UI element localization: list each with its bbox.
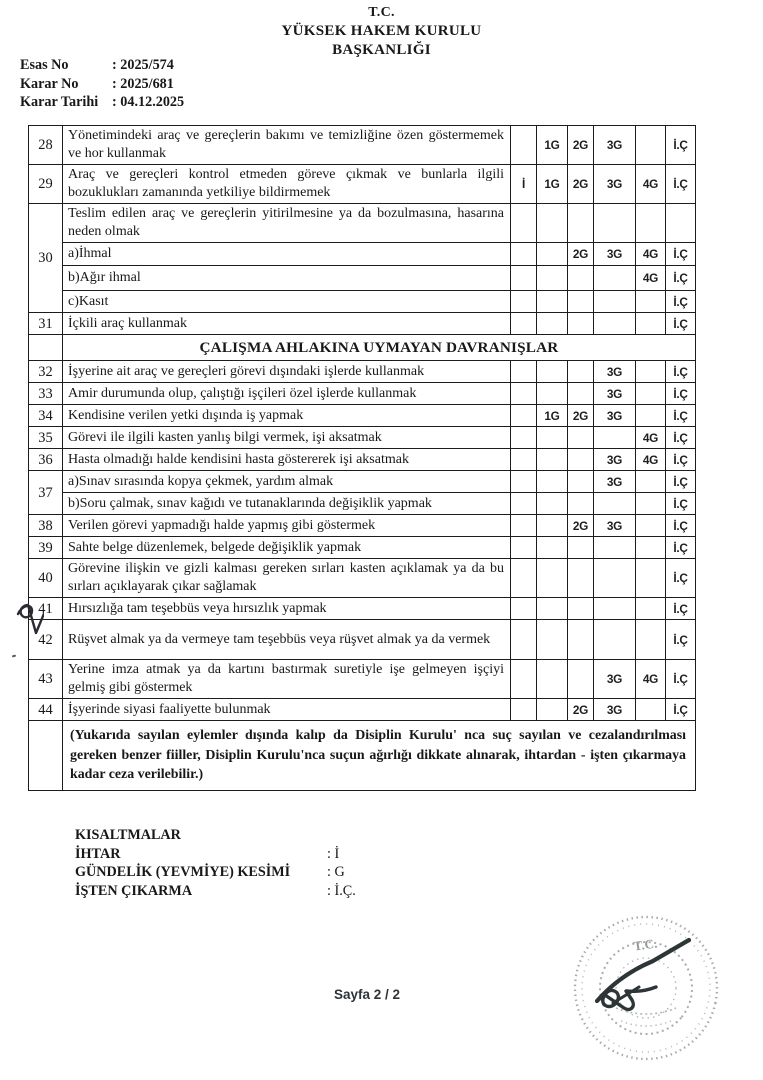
row-number-cell: 29 <box>29 165 63 204</box>
penalty-cell <box>511 291 537 313</box>
offense-text: İçkili araç kullanmak <box>63 313 511 335</box>
meta-label: Karar Tarihi <box>20 94 99 111</box>
offense-text: Kendisine verilen yetki dışında iş yapmak <box>63 405 511 427</box>
table-row <box>29 204 696 243</box>
penalty-cell <box>537 243 568 266</box>
penalty-cell: 3G <box>594 361 636 383</box>
penalty-cell <box>511 598 537 620</box>
penalty-cell <box>511 471 537 493</box>
penalty-cell <box>636 361 666 383</box>
penalty-cell <box>568 471 594 493</box>
penalty-cell <box>511 537 537 559</box>
row-number-cell <box>29 335 63 361</box>
penalty-cell <box>568 559 594 598</box>
abbreviations-title: KISALTMALAR <box>75 827 181 843</box>
table-row <box>29 493 696 515</box>
penalty-cell <box>537 620 568 660</box>
offense-text: Rüşvet almak ya da vermeye tam teşebbüs veya rüşvet almak ya da vermek <box>63 620 511 660</box>
penalty-cell: 3G <box>594 449 636 471</box>
penalty-cell: İ.Ç <box>666 620 696 660</box>
table-row <box>29 361 696 383</box>
penalty-cell <box>511 427 537 449</box>
penalty-cell <box>568 361 594 383</box>
abbreviation-value: : İ <box>327 845 340 862</box>
offense-text: b)Soru çalmak, sınav kağıdı ve tutanaklarında değişiklik yapmak <box>63 493 511 515</box>
penalty-cell: 3G <box>594 471 636 493</box>
penalty-cell <box>666 204 696 243</box>
penalty-cell: 4G <box>636 165 666 204</box>
penalty-cell: 1G <box>537 405 568 427</box>
penalty-cell: 3G <box>594 515 636 537</box>
offense-text: İşyerine ait araç ve gereçleri görevi dışındaki işlerde kullanmak <box>63 361 511 383</box>
penalty-cell <box>636 537 666 559</box>
row-number-cell: 32 <box>29 361 63 383</box>
abbreviations-block <box>75 826 356 900</box>
table-row <box>29 537 696 559</box>
offense-text: İşyerinde siyasi faaliyette bulunmak <box>63 699 511 721</box>
penalty-cell <box>568 493 594 515</box>
meta-row-karar <box>20 75 184 94</box>
offense-text: Teslim edilen araç ve gereçlerin yitirilmesine ya da bozulmasına, hasarına neden olmak <box>63 204 511 243</box>
penalty-cell <box>537 383 568 405</box>
penalty-cell: İ.Ç <box>666 243 696 266</box>
abbreviation-label: İŞTEN ÇIKARMA <box>75 882 193 899</box>
penalty-cell <box>594 313 636 335</box>
penalty-cell <box>636 699 666 721</box>
penalty-cell <box>636 620 666 660</box>
penalty-cell: 1G <box>537 126 568 165</box>
table-row <box>29 165 696 204</box>
meta-value: : 2025/681 <box>112 75 174 92</box>
row-number-cell: 41 <box>29 598 63 620</box>
penalty-cell: İ.Ç <box>666 165 696 204</box>
penalty-cell <box>636 598 666 620</box>
row-number-cell: 37 <box>29 471 63 515</box>
penalty-cell <box>511 493 537 515</box>
penalty-cell: İ.Ç <box>666 699 696 721</box>
penalty-cell: 3G <box>594 165 636 204</box>
penalty-cell <box>511 515 537 537</box>
abbreviation-value: : İ.Ç. <box>327 882 356 899</box>
penalty-cell <box>636 126 666 165</box>
meta-label: Esas No <box>20 57 69 73</box>
penalty-cell <box>537 515 568 537</box>
abbreviation-row <box>75 845 356 864</box>
table-row <box>29 427 696 449</box>
penalty-cell <box>568 620 594 660</box>
row-number-cell: 39 <box>29 537 63 559</box>
penalty-cell <box>537 266 568 291</box>
table-row <box>29 515 696 537</box>
abbreviation-label: İHTAR <box>75 845 121 862</box>
penalty-cell <box>511 660 537 699</box>
penalty-cell <box>636 313 666 335</box>
penalty-cell: 4G <box>636 266 666 291</box>
penalty-cell <box>537 660 568 699</box>
penalty-cell: İ.Ç <box>666 559 696 598</box>
row-number-cell: 33 <box>29 383 63 405</box>
offense-text: Hasta olmadığı halde kendisini hasta göstererek işi aksatmak <box>63 449 511 471</box>
table-row <box>29 313 696 335</box>
section-header: ÇALIŞMA AHLAKINA UYMAYAN DAVRANIŞLAR <box>63 335 696 361</box>
table-row <box>29 266 696 291</box>
penalty-cell <box>537 204 568 243</box>
penalty-cell <box>594 266 636 291</box>
meta-value: : 04.12.2025 <box>112 94 185 111</box>
row-number-cell: 40 <box>29 559 63 598</box>
row-number-cell: 30 <box>29 204 63 313</box>
penalty-cell <box>537 291 568 313</box>
row-number-cell <box>29 721 63 791</box>
penalty-cell: 4G <box>636 660 666 699</box>
abbreviation-label: GÜNDELİK (YEVMİYE) KESİMİ <box>75 864 291 881</box>
penalty-cell: 3G <box>594 405 636 427</box>
penalty-cell <box>594 598 636 620</box>
penalty-cell: 2G <box>568 699 594 721</box>
row-number-cell: 43 <box>29 660 63 699</box>
doc-header-unit: BAŞKANLIĞI <box>332 42 431 58</box>
offense-table-body <box>29 126 696 791</box>
meta-row-tarih <box>20 93 184 112</box>
penalty-cell: İ.Ç <box>666 405 696 427</box>
penalty-cell: İ.Ç <box>666 471 696 493</box>
meta-label: Karar No <box>20 75 79 92</box>
offense-table <box>28 125 696 791</box>
offense-text: Verilen görevi yapmadığı halde yapmış gibi göstermek <box>63 515 511 537</box>
penalty-cell: 2G <box>568 126 594 165</box>
doc-header-tc: T.C. <box>368 5 395 20</box>
offense-text: c)Kasıt <box>63 291 511 313</box>
penalty-cell <box>636 493 666 515</box>
penalty-cell <box>568 598 594 620</box>
penalty-cell <box>511 449 537 471</box>
offense-text: Araç ve gereçleri kontrol etmeden göreve çıkmak ve bunlarla ilgili bozuklukları zamanında yetkiliye bildirmemek <box>63 165 511 204</box>
row-number-cell: 35 <box>29 427 63 449</box>
table-footnote: (Yukarıda sayılan eylemler dışında kalıp da Disiplin Kurulu' nca suç sayılan ve cezalandırılması gereken benzer fiiller, Disiplin Kurulu'nca suçun ağırlığı dikkate alınarak, ihtardan - işten çıkarmaya kadar ceza verilebilir.) <box>63 721 696 791</box>
penalty-cell <box>511 559 537 598</box>
penalty-cell: İ.Ç <box>666 291 696 313</box>
penalty-cell <box>537 313 568 335</box>
penalty-cell: İ.Ç <box>666 515 696 537</box>
penalty-cell <box>636 291 666 313</box>
penalty-cell: İ.Ç <box>666 493 696 515</box>
row-number-cell: 38 <box>29 515 63 537</box>
penalty-cell: 4G <box>636 243 666 266</box>
penalty-cell: 3G <box>594 660 636 699</box>
penalty-cell <box>636 471 666 493</box>
case-meta <box>20 56 184 112</box>
table-row <box>29 291 696 313</box>
table-row <box>29 559 696 598</box>
offense-text: Yönetimindeki araç ve gereçlerin bakımı ve temizliğine özen göstermemek ve hor kullanmak <box>63 126 511 165</box>
offense-text: b)Ağır ihmal <box>63 266 511 291</box>
row-number-cell: 36 <box>29 449 63 471</box>
penalty-cell <box>511 699 537 721</box>
penalty-cell <box>594 537 636 559</box>
penalty-cell <box>636 383 666 405</box>
penalty-cell: 3G <box>594 243 636 266</box>
penalty-cell <box>511 266 537 291</box>
penalty-cell: İ.Ç <box>666 383 696 405</box>
penalty-cell <box>511 313 537 335</box>
penalty-cell <box>537 493 568 515</box>
penalty-cell <box>537 449 568 471</box>
table-row <box>29 598 696 620</box>
penalty-cell <box>537 471 568 493</box>
offense-text: Sahte belge düzenlemek, belgede değişiklik yapmak <box>63 537 511 559</box>
penalty-cell: 2G <box>568 515 594 537</box>
penalty-cell: İ.Ç <box>666 537 696 559</box>
penalty-cell: İ.Ç <box>666 361 696 383</box>
penalty-cell: 3G <box>594 126 636 165</box>
penalty-cell <box>594 204 636 243</box>
offense-text: Yerine imza atmak ya da kartını bastırmak suretiyle işe gelmeyen işçiyi gelmiş gibi göstermek <box>63 660 511 699</box>
penalty-cell <box>568 660 594 699</box>
penalty-cell: İ.Ç <box>666 266 696 291</box>
offense-text: a)İhmal <box>63 243 511 266</box>
penalty-cell: 2G <box>568 243 594 266</box>
table-row <box>29 471 696 493</box>
page-number: Sayfa 2 / 2 <box>334 987 401 1002</box>
table-row <box>29 405 696 427</box>
penalty-cell <box>568 266 594 291</box>
penalty-cell: 4G <box>636 449 666 471</box>
penalty-cell <box>511 361 537 383</box>
offense-text: Hırsızlığa tam teşebbüs veya hırsızlık yapmak <box>63 598 511 620</box>
row-number-cell: 44 <box>29 699 63 721</box>
table-row <box>29 721 696 791</box>
penalty-cell <box>568 427 594 449</box>
penalty-cell: 2G <box>568 405 594 427</box>
penalty-cell <box>636 405 666 427</box>
row-number-cell: 34 <box>29 405 63 427</box>
row-number-cell: 31 <box>29 313 63 335</box>
table-row <box>29 126 696 165</box>
table-row <box>29 335 696 361</box>
penalty-cell <box>594 620 636 660</box>
penalty-cell <box>537 699 568 721</box>
table-row <box>29 699 696 721</box>
offense-text: Görevine ilişkin ve gizli kalması gereken sırları kasten açıklamak ya da bu sırları açıklayarak çıkar sağlamak <box>63 559 511 598</box>
penalty-cell: İ <box>511 165 537 204</box>
penalty-cell <box>537 598 568 620</box>
stamp-tc-text: T.C. <box>632 935 659 954</box>
signature <box>561 903 731 1073</box>
penalty-cell <box>511 383 537 405</box>
penalty-cell: İ.Ç <box>666 449 696 471</box>
abbreviation-row <box>75 863 356 882</box>
handwritten-checkmark <box>4 598 44 658</box>
penalty-cell: 3G <box>594 699 636 721</box>
penalty-cell <box>511 620 537 660</box>
penalty-cell: İ.Ç <box>666 660 696 699</box>
penalty-cell <box>636 515 666 537</box>
penalty-cell <box>594 427 636 449</box>
table-row <box>29 620 696 660</box>
penalty-cell <box>568 313 594 335</box>
penalty-cell <box>511 405 537 427</box>
penalty-cell <box>594 291 636 313</box>
penalty-cell <box>537 537 568 559</box>
row-number-cell: 28 <box>29 126 63 165</box>
penalty-cell: İ.Ç <box>666 598 696 620</box>
table-row <box>29 660 696 699</box>
penalty-cell <box>511 204 537 243</box>
doc-header-org: YÜKSEK HAKEM KURULU <box>281 23 482 39</box>
row-number-cell: 42 <box>29 620 63 660</box>
penalty-cell <box>537 427 568 449</box>
penalty-cell <box>636 559 666 598</box>
offense-text: Görevi ile ilgili kasten yanlış bilgi vermek, işi aksatmak <box>63 427 511 449</box>
penalty-cell <box>511 243 537 266</box>
penalty-cell: İ.Ç <box>666 126 696 165</box>
penalty-cell <box>594 493 636 515</box>
penalty-cell: İ.Ç <box>666 427 696 449</box>
penalty-cell <box>568 291 594 313</box>
penalty-cell <box>511 126 537 165</box>
abbreviation-value: : G <box>327 864 345 881</box>
penalty-cell <box>568 204 594 243</box>
abbreviation-row <box>75 882 356 901</box>
penalty-cell: 1G <box>537 165 568 204</box>
table-row <box>29 449 696 471</box>
penalty-cell <box>568 537 594 559</box>
offense-text: Amir durumunda olup, çalıştığı işçileri özel işlerde kullanmak <box>63 383 511 405</box>
doc-header <box>0 3 763 60</box>
penalty-cell <box>568 449 594 471</box>
penalty-cell: 2G <box>568 165 594 204</box>
penalty-cell: 4G <box>636 427 666 449</box>
penalty-cell: İ.Ç <box>666 313 696 335</box>
offense-text: a)Sınav sırasında kopya çekmek, yardım almak <box>63 471 511 493</box>
table-row <box>29 243 696 266</box>
penalty-cell <box>636 204 666 243</box>
meta-row-esas <box>20 56 184 75</box>
meta-value: : 2025/574 <box>112 57 174 73</box>
penalty-cell <box>537 361 568 383</box>
penalty-cell <box>594 559 636 598</box>
penalty-cell <box>537 559 568 598</box>
table-row <box>29 383 696 405</box>
penalty-cell: 3G <box>594 383 636 405</box>
penalty-cell <box>568 383 594 405</box>
